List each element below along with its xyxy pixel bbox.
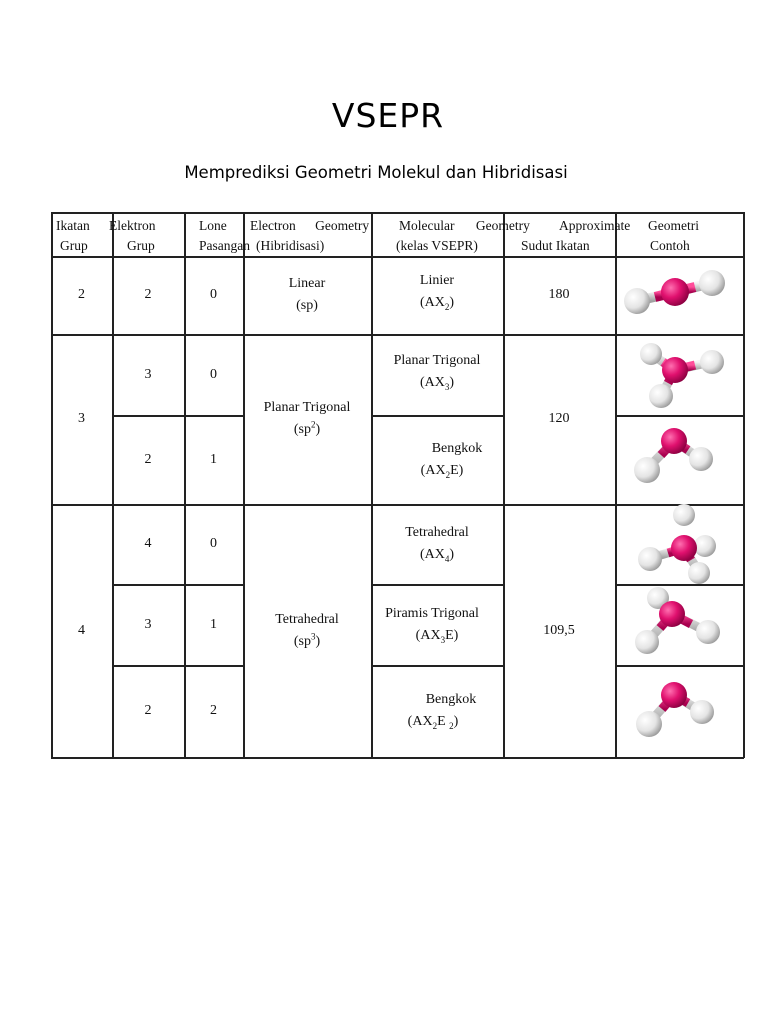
electron-geometry-cell (243, 334, 371, 504)
example-cell (615, 256, 743, 334)
vsepr-class: $(AX_3E)$ (415, 627, 459, 645)
header-ikatan-grup-line2: Grup (60, 238, 88, 253)
vsepr-class: $(AX_2)$ (419, 295, 455, 312)
header-molecular-geometry-line2: (kelas VSEPR) (396, 238, 478, 253)
header-electron-geometry-line2: (Hibridisasi) (256, 238, 325, 253)
molecular-geometry-name: Bengkok (425, 692, 477, 707)
lone-pair-cell: 1 (210, 616, 217, 632)
molecular-geometry-cell (371, 584, 503, 665)
bond-angle-cell: 120 (548, 411, 570, 426)
molecular-geometry-cell (371, 415, 503, 504)
vsepr-class: $(AX_2E)$ (420, 462, 464, 480)
vsepr-class: ($AX_2E$ $_2$) (407, 714, 459, 731)
header-lone-line1: Lone (199, 218, 227, 233)
table-border-top (51, 212, 744, 214)
example-cell (615, 504, 743, 584)
bond-angle-cell: 180 (548, 287, 570, 302)
molecular-geometry-name: Planar Trigonal (393, 353, 481, 368)
elektron-grup-cell: 2 (144, 703, 152, 718)
elektron-grup-cell: 3 (144, 616, 152, 632)
electron-geometry-cell (243, 256, 371, 334)
header-electron-geometry-line1: Electron Geometry (250, 218, 370, 233)
header-molecular-geometry-line1: Molecular Geometry (399, 218, 530, 233)
ikatan-grup-cell: 4 (78, 622, 85, 638)
molecular-geometry-name: Piramis Trigonal (385, 605, 479, 621)
example-cell (615, 665, 743, 757)
example-cell (615, 334, 743, 415)
header-elektron-grup-line1: Elektron (109, 218, 156, 233)
molecular-geometry-cell (371, 256, 503, 328)
header-lone-line2: Pasangan (199, 238, 250, 253)
bent-molecule-icon (615, 665, 743, 757)
hybridization: $(sp^2)$ (293, 419, 321, 437)
page-title: VSEPR (331, 96, 445, 135)
header-elektron-grup-line2: Grup (127, 238, 155, 253)
electron-geometry-cell (243, 504, 371, 757)
elektron-grup-cell: 3 (144, 366, 152, 382)
electron-geometry-name: Tetrahedral (275, 611, 339, 627)
vsepr-class: $(AX_3)$ (419, 375, 455, 392)
molecular-geometry-cell (371, 665, 503, 757)
linear-molecule-icon (615, 256, 743, 334)
hybridization: $(sp^3)$ (293, 630, 321, 649)
elektron-grup-cell: 2 (144, 451, 152, 467)
table-border-bottom (51, 757, 744, 759)
lone-pair-cell: 1 (210, 451, 217, 467)
table-border-right (743, 212, 745, 758)
tetrahedral-molecule-icon (615, 504, 743, 584)
lone-pair-cell: 0 (210, 536, 217, 551)
trigonal-planar-molecule-icon (615, 334, 743, 415)
header-approx-angle-line1: Approximate (559, 218, 631, 233)
ikatan-grup-cell: 3 (78, 411, 85, 426)
molecular-geometry-name: Linier (419, 273, 455, 288)
ikatan-grup-cell: 2 (78, 287, 85, 302)
header-ikatan-grup-line1: Ikatan (56, 218, 90, 233)
bond-angle-cell: 109,5 (543, 622, 575, 638)
header-geometri-contoh-line1: Geometri (648, 218, 699, 233)
molecular-geometry-cell (371, 334, 503, 410)
elektron-grup-cell: 4 (144, 536, 152, 551)
electron-geometry-name: Linear (288, 276, 326, 291)
bent-molecule-icon (615, 415, 743, 504)
example-cell (615, 584, 743, 665)
example-cell (615, 415, 743, 504)
lone-pair-cell: 0 (210, 287, 217, 302)
trigonal-pyramidal-molecule-icon (615, 584, 743, 665)
molecular-geometry-cell (371, 504, 503, 584)
molecular-geometry-name: Tetrahedral (405, 525, 469, 540)
page-subtitle: Memprediksi Geometri Molekul dan Hibridisasi (184, 163, 568, 182)
lone-pair-cell: 0 (210, 366, 217, 382)
header-approx-angle-line2: Sudut Ikatan (521, 238, 590, 253)
header-geometri-contoh-line2: Contoh (650, 238, 690, 253)
hybridization: (sp) (296, 298, 318, 313)
vsepr-class: $(AX_4)$ (419, 547, 455, 564)
molecular-geometry-name: Bengkok (431, 440, 483, 456)
lone-pair-cell: 2 (210, 703, 217, 718)
elektron-grup-cell: 2 (144, 287, 152, 302)
electron-geometry-name: Planar Trigonal (263, 400, 351, 415)
